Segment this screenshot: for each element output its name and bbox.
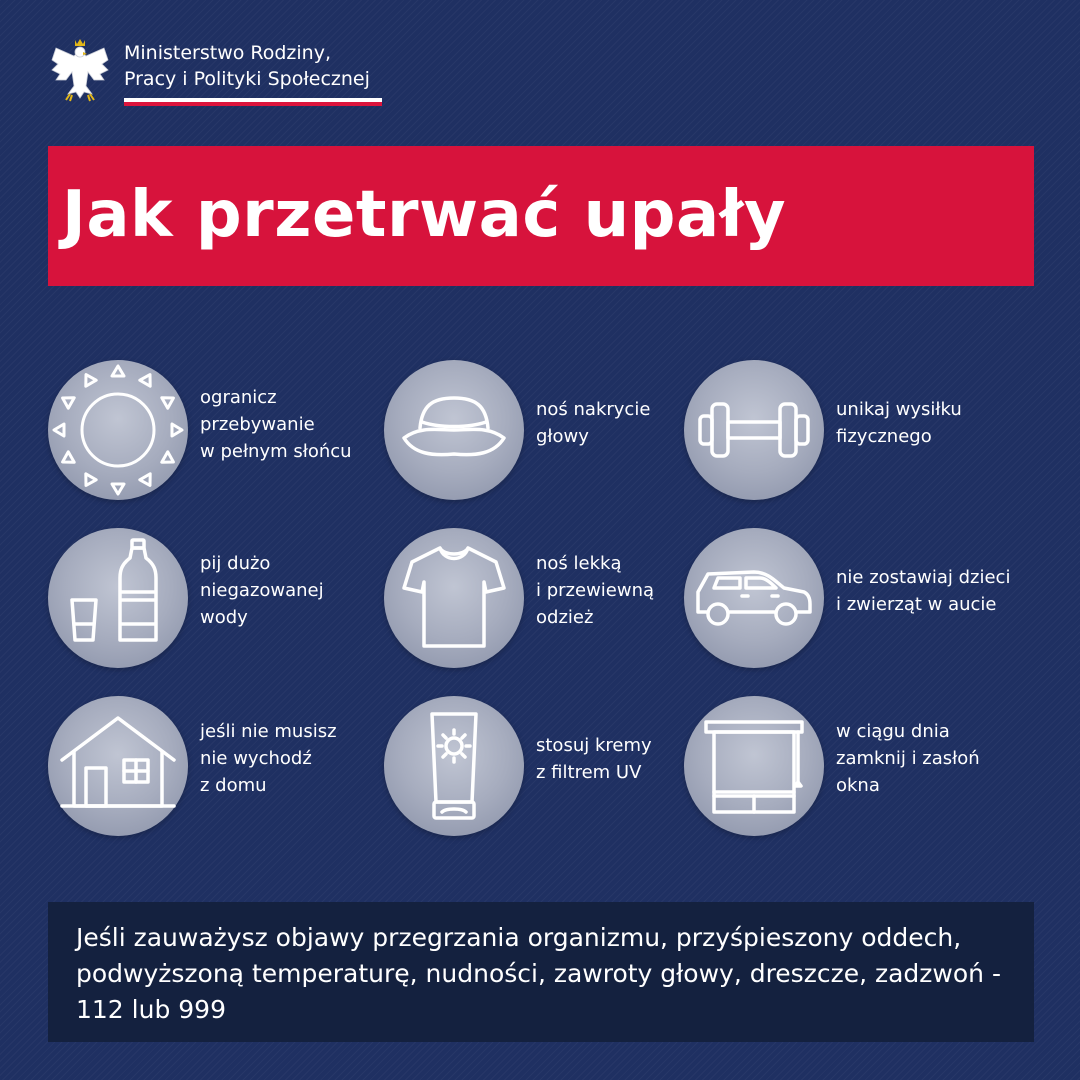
icon-circle: [684, 696, 824, 836]
ministry-name: [124, 40, 370, 92]
tip-item-window: [684, 696, 1004, 836]
ministry-name-line1: Ministerstwo Rodziny,: [124, 42, 332, 64]
icon-circle: [384, 360, 524, 500]
window-blind-icon: [684, 696, 824, 836]
tip-item-car: [684, 528, 1011, 668]
tip-item-house: [48, 696, 368, 836]
water-bottle-icon: [48, 528, 188, 668]
ministry-header: [48, 34, 388, 110]
tip-text: unikaj wysiłku fizycznego: [836, 399, 962, 447]
tip-text: ogranicz przebywanie w pełnym słońcu: [200, 387, 352, 462]
icon-circle: [684, 528, 824, 668]
tip-text: noś nakrycie głowy: [536, 399, 651, 447]
icon-circle: [48, 696, 188, 836]
icon-circle: [684, 360, 824, 500]
icon-circle: [384, 528, 524, 668]
flag-stripe: [124, 98, 382, 106]
tip-item-tshirt: [384, 528, 704, 668]
tip-item-dumbbell: [684, 360, 1004, 500]
tshirt-icon: [384, 528, 524, 668]
tip-text: nie zostawiaj dzieci i zwierząt w aucie: [836, 567, 1011, 615]
tip-item-sunscreen: [384, 696, 704, 836]
sunscreen-icon: [384, 696, 524, 836]
icon-circle: [48, 528, 188, 668]
polish-eagle-emblem-icon: [48, 34, 112, 104]
tip-text: noś lekką i przewiewną odzież: [536, 553, 655, 628]
sun-icon: [48, 360, 188, 500]
tip-text: stosuj kremy z filtrem UV: [536, 735, 652, 783]
page-title: Jak przetrwać upały: [62, 178, 787, 252]
title-banner: [48, 146, 1034, 286]
emergency-text: Jeśli zauważysz objawy przegrzania organizmu, przyśpieszony oddech, podwyższoną temperaturę, nudności, zawroty głowy, dreszcze, zadzwoń - 112 lub 999: [76, 923, 1001, 1024]
icon-circle: [48, 360, 188, 500]
tip-item-water: [48, 528, 368, 668]
tip-item-hat: [384, 360, 704, 500]
emergency-footer: [48, 902, 1034, 1042]
tip-item-sun: [48, 360, 368, 500]
icon-circle: [384, 696, 524, 836]
dumbbell-icon: [684, 360, 824, 500]
hat-icon: [384, 360, 524, 500]
tip-text: jeśli nie musisz nie wychodź z domu: [200, 721, 337, 796]
car-icon: [684, 528, 824, 668]
tip-text: pij dużo niegazowanej wody: [200, 553, 324, 628]
tip-text: w ciągu dnia zamknij i zasłoń okna: [836, 721, 980, 796]
tips-grid: [48, 360, 1048, 840]
house-icon: [48, 696, 188, 836]
ministry-name-line2: Pracy i Polityki Społecznej: [124, 68, 370, 90]
